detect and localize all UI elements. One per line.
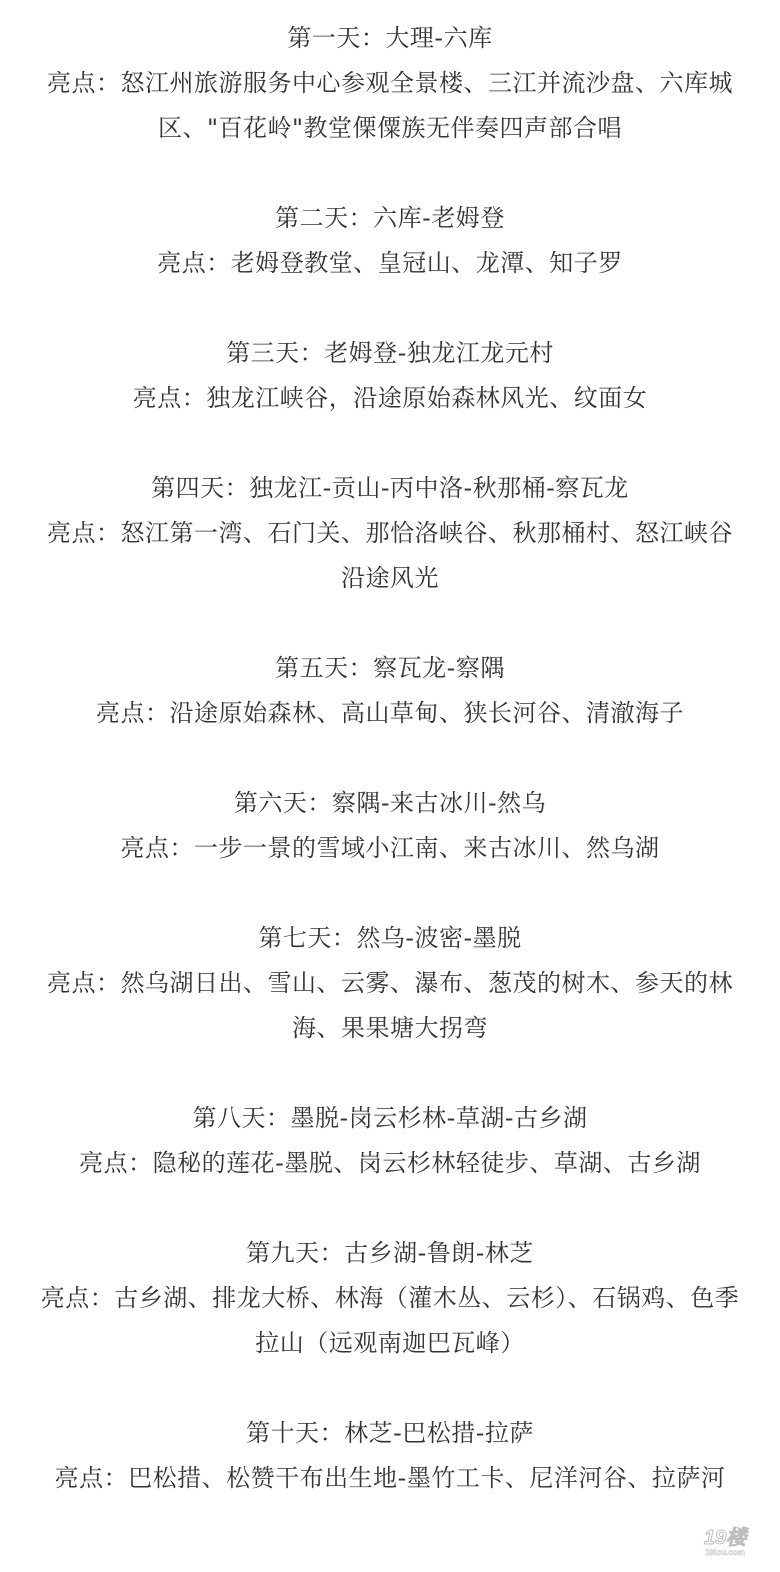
- day-title: 第四天：独龙江-贡山-丙中洛-秋那桶-察瓦龙: [151, 474, 629, 502]
- day-highlight: 亮点：古乡湖、排龙大桥、林海（灌木丛、云杉）、石锅鸡、色季拉山（远观南迦巴瓦峰）: [40, 1284, 740, 1357]
- day-9: [40, 1231, 740, 1366]
- day-7: [40, 916, 740, 1051]
- day-highlight: 亮点：沿途原始森林、高山草甸、狭长河谷、清澈海子: [96, 699, 684, 727]
- day-6: [40, 781, 740, 871]
- day-3: [40, 331, 740, 421]
- watermark-subtext: 19lou.com: [705, 1548, 745, 1557]
- day-1: [40, 16, 740, 151]
- day-5: [40, 646, 740, 736]
- day-title: 第十天：林芝-巴松措-拉萨: [246, 1419, 534, 1447]
- day-highlight: 亮点：隐秘的莲花-墨脱、岗云杉林轻徒步、草湖、古乡湖: [79, 1149, 701, 1177]
- day-title: 第五天：察瓦龙-察隅: [275, 654, 505, 682]
- itinerary: [40, 16, 740, 1501]
- day-10: [40, 1411, 740, 1501]
- day-2: [40, 196, 740, 286]
- day-title: 第九天：古乡湖-鲁朗-林芝: [246, 1239, 534, 1267]
- day-highlight: 亮点：巴松措、松赞干布出生地-墨竹工卡、尼洋河谷、拉萨河: [54, 1464, 726, 1492]
- watermark-text: 19楼: [703, 1527, 747, 1549]
- day-highlight: 亮点：然乌湖日出、雪山、云雾、瀑布、葱茂的树木、参天的林海、果果塘大拐弯: [47, 969, 733, 1042]
- day-highlight: 亮点：一步一景的雪域小江南、来古冰川、然乌湖: [120, 834, 660, 862]
- site-watermark-logo: [690, 1524, 760, 1558]
- day-title: 第六天：察隅-来古冰川-然乌: [233, 789, 547, 817]
- day-title: 第七天：然乌-波密-墨脱: [258, 924, 522, 952]
- day-highlight: 亮点：老姆登教堂、皇冠山、龙潭、知子罗: [157, 249, 623, 277]
- day-title: 第二天：六库-老姆登: [275, 204, 505, 232]
- day-4: [40, 466, 740, 601]
- day-8: [40, 1096, 740, 1186]
- day-title: 第一天：大理-六库: [287, 24, 493, 52]
- day-title: 第八天：墨脱-岗云杉林-草湖-古乡湖: [192, 1104, 588, 1132]
- day-highlight: 亮点：怒江州旅游服务中心参观全景楼、三江并流沙盘、六库城区、"百花岭"教堂傈僳族无伴奏四声部合唱: [47, 69, 733, 142]
- day-highlight: 亮点：独龙江峡谷，沿途原始森林风光、纹面女: [132, 384, 648, 412]
- day-title: 第三天：老姆登-独龙江龙元村: [226, 339, 554, 367]
- day-highlight: 亮点：怒江第一湾、石门关、那恰洛峡谷、秋那桶村、怒江峡谷沿途风光: [47, 519, 733, 592]
